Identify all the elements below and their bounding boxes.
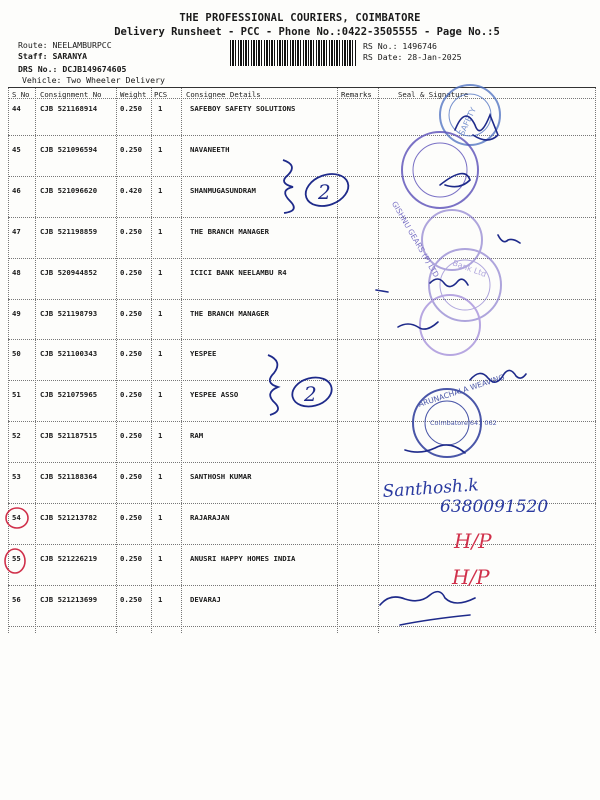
col-header-pcs: PCS — [154, 90, 168, 99]
row-consignment-no: CJB 521168914 — [40, 104, 98, 113]
row-sno: 47 — [12, 226, 21, 236]
row-pcs: 1 — [158, 553, 163, 563]
row-weight: 0.250 — [120, 553, 142, 563]
brace-a-text: 2 — [318, 180, 331, 204]
col-header-consignee: Consignee Details — [186, 90, 261, 99]
row-sno: 52 — [12, 431, 21, 441]
row-consignee: THE BRANCH MANAGER — [190, 308, 270, 318]
row-pcs: 1 — [158, 431, 163, 441]
row-consignee: SANTHOSH KUMAR — [190, 472, 252, 482]
col-header-seal: Seal & Signature — [398, 90, 469, 99]
row-consignee: THE BRANCH MANAGER — [190, 226, 270, 236]
row-consignee: RAM — [190, 431, 204, 441]
row-weight: 0.250 — [120, 226, 142, 236]
row-consignment-no: CJB 521213782 — [40, 513, 98, 522]
row-sno: 54 — [12, 513, 21, 522]
row-pcs: 1 — [158, 472, 163, 482]
rs-date: RS Date: 28-Jan-2025 — [363, 52, 462, 62]
row-sno: 55 — [12, 553, 21, 563]
row-pcs: 1 — [158, 390, 163, 400]
row-weight: 0.250 — [120, 267, 142, 277]
staff-text: Staff: SARANYA — [18, 51, 88, 61]
row-pcs: 1 — [158, 513, 163, 522]
row-sno: 45 — [12, 144, 21, 154]
row-consignment-no: CJB 521226219 — [40, 553, 98, 563]
row-consignee: YESPEE — [190, 349, 217, 359]
hp-mark-54: H/P — [454, 529, 492, 553]
row-pcs: 1 — [158, 308, 163, 318]
row-pcs: 1 — [158, 349, 163, 359]
row-pcs: 1 — [158, 226, 163, 236]
row-sno: 56 — [12, 594, 21, 604]
col-header-sno: S No — [12, 90, 30, 99]
row-consignment-no: CJB 521188364 — [40, 472, 98, 482]
row-sno: 50 — [12, 349, 21, 359]
row-consignee: RAJARAJAN — [190, 513, 230, 522]
row-consignment-no: CJB 520944852 — [40, 267, 98, 277]
route-text: Route: NEELAMBURPCC — [18, 40, 112, 50]
row-consignment-no: CJB 521198859 — [40, 226, 98, 236]
row-pcs: 1 — [158, 144, 163, 154]
row-sno: 44 — [12, 104, 21, 113]
stamp-4-text: ARUNACHALA WEAVING — [417, 372, 506, 409]
handwritten-phone: 6380091520 — [440, 497, 549, 517]
hp-mark-55: H/P — [452, 565, 490, 589]
row-consignment-no: CJB 521096594 — [40, 144, 98, 154]
runsheet-title: Delivery Runsheet - PCC - Phone No.:0422-3505555 - Page No.:5 — [114, 26, 500, 38]
col-header-remarks: Remarks — [341, 90, 372, 99]
stamp-gishnu-icon — [390, 132, 478, 279]
row-weight: 0.250 — [120, 472, 142, 482]
row-weight: 0.250 — [120, 390, 142, 400]
row-consignee: SAFEBOY SAFETY SOLUTIONS — [190, 104, 296, 113]
stamp-3-text: Bank Ltd — [451, 258, 488, 279]
row-consignment-no: CJB 521075965 — [40, 390, 98, 400]
brace-marks — [268, 160, 353, 415]
row-consignee: YESPEE ASSO — [190, 390, 239, 400]
row-consignment-no: CJB 521213699 — [40, 594, 98, 604]
row-weight: 0.250 — [120, 513, 142, 522]
row-weight: 0.250 — [120, 349, 142, 359]
row-consignment-no: CJB 521198793 — [40, 308, 98, 318]
stamp-4-sub: Coimbatore 641 062 — [430, 419, 497, 427]
row-consignee: DEVARAJ — [190, 594, 221, 604]
row-weight: 0.250 — [120, 104, 142, 113]
row-consignee: ICICI BANK NEELAMBU R4 — [190, 267, 287, 277]
row-consignee: NAVANEETH — [190, 144, 230, 154]
brace-b-text: 2 — [304, 382, 317, 406]
row-consignee: SHANMUGASUNDRAM — [190, 185, 256, 195]
stamp-safety-icon — [440, 85, 500, 145]
row-weight: 0.250 — [120, 144, 142, 154]
drs-number: DRS No.: DCJB149674605 — [18, 64, 127, 74]
row-weight: 0.420 — [120, 185, 142, 195]
row-sno: 49 — [12, 308, 21, 318]
row-consignment-no: CJB 521100343 — [40, 349, 98, 359]
row-sno: 48 — [12, 267, 21, 277]
row-pcs: 1 — [158, 267, 163, 277]
row-consignment-no: CJB 521096620 — [40, 185, 98, 195]
row-pcs: 1 — [158, 594, 163, 604]
row-pcs: 1 — [158, 104, 163, 113]
row-weight: 0.250 — [120, 594, 142, 604]
stamp-1-text: SAFETY — [457, 105, 478, 138]
col-header-weight: Weight — [120, 90, 147, 99]
vehicle-text: Vehicle: Two Wheeler Delivery — [22, 75, 165, 85]
stamp-bank-icon — [420, 210, 501, 355]
row-weight: 0.250 — [120, 431, 142, 441]
red-circle-marks — [5, 508, 28, 573]
company-title: THE PROFESSIONAL COURIERS, COIMBATORE — [179, 12, 421, 24]
col-header-consignment: Consignment No — [40, 90, 102, 99]
handwritten-name: Santhosh.k — [381, 475, 480, 502]
row-sno: 53 — [12, 472, 21, 482]
stamp-2-text: GISHNU GEARS (P) LTD — [389, 199, 441, 279]
stamp-arunachala-icon — [413, 372, 506, 457]
row-consignment-no: CJB 521187515 — [40, 431, 98, 441]
row-sno: 46 — [12, 185, 21, 195]
row-pcs: 1 — [158, 185, 163, 195]
row-consignee: ANUSRI HAPPY HOMES INDIA — [190, 553, 296, 563]
rs-number: RS No.: 1496746 — [363, 41, 437, 51]
row-sno: 51 — [12, 390, 21, 400]
row-weight: 0.250 — [120, 308, 142, 318]
signature-scribbles — [376, 115, 526, 625]
